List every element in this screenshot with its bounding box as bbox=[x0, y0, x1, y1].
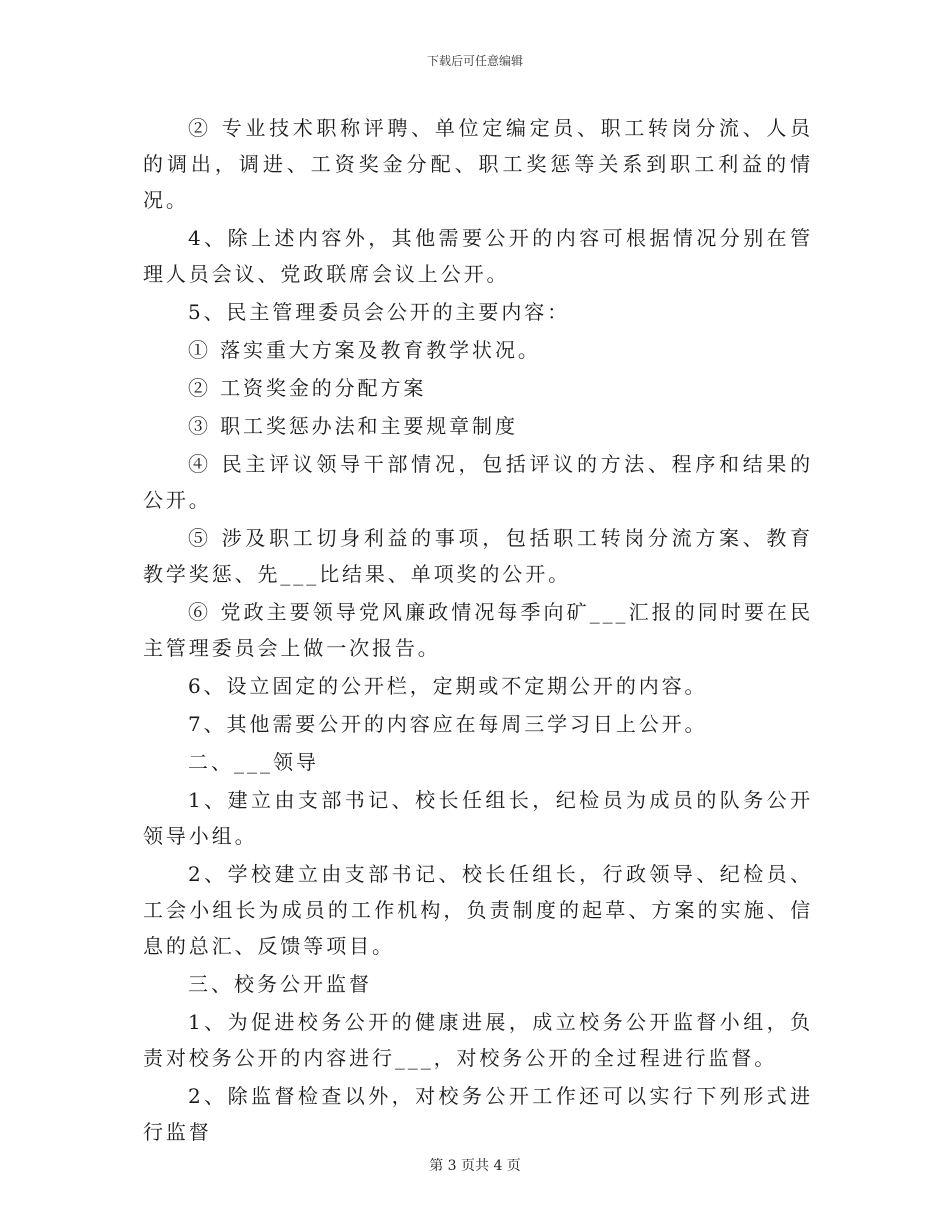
list-item-1: ① 落实重大方案及教育教学状况。 bbox=[188, 338, 541, 362]
page-header: 下载后可任意编辑 bbox=[426, 54, 523, 68]
list-item-3: ③ 职工奖惩办法和主要规章制度 bbox=[188, 414, 518, 438]
paragraph-4-other-content: 4、除上述内容外，其他需要公开的内容可根据情况分别在管理人员会议、党政联席会议上公开。 bbox=[143, 226, 813, 286]
list-item-2: ② 工资奖金的分配方案 bbox=[188, 376, 427, 400]
section-heading-leadership: 二、___领导 bbox=[188, 750, 319, 774]
page-footer: 第 3 页共 4 页 bbox=[429, 1158, 521, 1174]
paragraph-7-wednesday: 7、其他需要公开的内容应在每周三学习日上公开。 bbox=[188, 712, 708, 736]
list-item-6: ⑥ 党政主要领导党风廉政情况每季向矿___汇报的同时要在民主管理委员会上做一次报告。 bbox=[143, 600, 813, 660]
paragraph-leadership-1: 1、建立由支部书记、校长任组长，纪检员为成员的队务公开领导小组。 bbox=[143, 788, 813, 848]
list-item-5: ⑤ 涉及职工切身利益的事项，包括职工转岗分流方案、教育教学奖惩、先___比结果、单项奖的公开。 bbox=[143, 526, 813, 586]
paragraph-5-committee-content: 5、民主管理委员会公开的主要内容： bbox=[188, 300, 571, 324]
document-body bbox=[143, 110, 813, 1152]
list-item-4: ④ 民主评议领导干部情况，包括评议的方法、程序和结果的公开。 bbox=[143, 452, 813, 512]
paragraph-supervision-2: 2、除监督检查以外，对校务公开工作还可以实行下列形式进行监督 bbox=[143, 1084, 813, 1144]
section-heading-supervision: 三、校务公开监督 bbox=[188, 972, 372, 996]
paragraph-supervision-1: 1、为促进校务公开的健康进展，成立校务公开监督小组，负责对校务公开的内容进行___，对校务公开的全过程进行监督。 bbox=[143, 1010, 813, 1070]
paragraph-6-notice-board: 6、设立固定的公开栏，定期或不定期公开的内容。 bbox=[188, 674, 708, 698]
paragraph-leadership-2: 2、学校建立由支部书记、校长任组长，行政领导、纪检员、工会小组长为成员的工作机构，负责制度的起草、方案的实施、信息的总汇、反馈等项目。 bbox=[143, 862, 813, 958]
paragraph-item-2-personnel: ② 专业技术职称评聘、单位定编定员、职工转岗分流、人员的调出，调进、工资奖金分配、职工奖惩等关系到职工利益的情况。 bbox=[143, 116, 813, 212]
